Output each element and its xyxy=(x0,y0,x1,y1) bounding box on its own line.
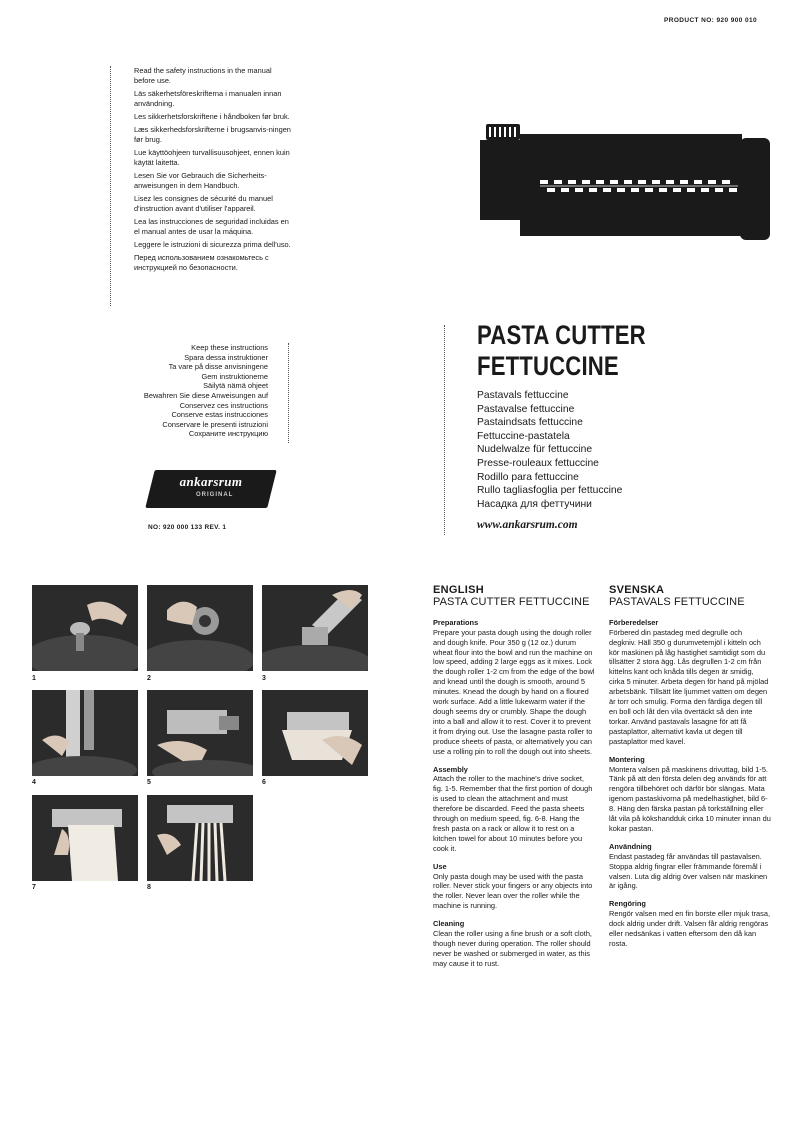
subsection-text: Prepare your pasta dough using the dough roller and dough knife. Pour 350 g (12 oz.) durum wheat flour into the bowl and run the machine on low speed, adding 2 large eggs as it mixes. Lock the dough roller 1-2 cm from the edge of the bowl and knead until the dough is smooth, around 5 minutes. Knead the dough by hand on a floured work surface. Add a little lukewarm water if the dough seems dry or crumbly. Shape the dough into a ball and allow it to rest. Cover it to prevent it from drying out. Use the lasagne pasta roller to produce sheets of pasta, or alternatively you can use a rolling pin to roll the dough out into sheets. xyxy=(433,627,595,756)
keep-line: Gem instruktionerne xyxy=(201,371,268,381)
safety-note: Läs säkerhetsföreskrifterna i manualen innan användning. xyxy=(134,89,282,108)
safety-notes xyxy=(134,66,294,276)
subsection-text: Endast pastadeg får användas till pastavalsen. Stoppa aldrig fingrar eller främmande föremål i valsen. Luta dig aldrig över valsen när maskinen är igång. xyxy=(609,851,768,891)
product-name: Rullo tagliasfoglia per fettuccine xyxy=(477,485,623,497)
safety-note: Перед использованием ознакомьтесь с инструкцией по безопасности. xyxy=(134,253,269,272)
subsection-title: Förberedelser xyxy=(609,617,659,627)
step-photo xyxy=(262,585,368,671)
keep-line: Conservare le presenti istruzioni xyxy=(162,419,268,429)
subsection-title: Cleaning xyxy=(433,919,465,929)
section-heading: SVENSKA xyxy=(609,584,665,596)
subsection-title: Use xyxy=(433,861,447,871)
english-section xyxy=(433,586,595,969)
product-name: Pastavals fettuccine xyxy=(477,390,569,401)
subsection-text: Only pasta dough may be used with the pasta roller. Never stick your fingers or any objects into the roller. Never lean over the roller while the machine is running. xyxy=(433,871,593,911)
keep-line: Conservez ces instructions xyxy=(179,400,268,410)
subsection-title: Assembly xyxy=(433,764,468,774)
safety-note: Lesen Sie vor Gebrauch die Sicherheits-anweisungen in dem Handbuch. xyxy=(134,171,267,190)
keep-line: Ta vare på disse anvisningene xyxy=(168,362,268,372)
product-name: Rodillo para fettuccine xyxy=(477,471,579,483)
subsection-title: Preparations xyxy=(433,617,479,627)
step-label: 1 xyxy=(32,675,36,682)
safety-note: Lue käyttöohjeen turvallisuusohjeet, ennen kuin käytät laitetta. xyxy=(134,148,290,167)
product-illustration xyxy=(478,118,774,248)
title-line: FETTUCCINE xyxy=(477,351,619,381)
step-photo xyxy=(32,795,138,881)
section-subheading: PASTAVALS FETTUCCINE xyxy=(609,595,745,608)
title-line: PASTA CUTTER xyxy=(477,320,646,350)
section-heading: ENGLISH xyxy=(433,584,484,596)
step-label: 2 xyxy=(147,675,151,682)
keep-divider xyxy=(288,343,289,443)
safety-divider xyxy=(110,66,111,306)
product-name: Pastavalse fettuccine xyxy=(477,403,575,415)
keep-line: Säilytä nämä ohjeet xyxy=(203,381,268,391)
step-photo xyxy=(262,690,368,776)
subsection-text: Rengör valsen med en fin borste eller mjuk trasa, dock aldrig under drift. Valsen får aldrig rengöras eller nedsänkas i vatten eftersom den då kan rosta. xyxy=(609,909,771,948)
brand-logo-subtitle: ORIGINAL xyxy=(196,492,234,498)
product-name-translations xyxy=(477,389,622,511)
document-number: NO: 920 000 133 REV. 1 xyxy=(148,524,227,531)
page-title xyxy=(477,320,646,382)
title-divider xyxy=(444,325,445,535)
step-photo xyxy=(147,585,253,671)
subsection-text: Förbered din pastadeg med degrulle och degkniv. Häll 350 g durumvetemjöl i kitteln och kör maskinen på låg hastighet samtidigt som du tillsätter 2 stora ägg. Lås degrullen 1-2 cm från kittelns kant och knåda tills degen är smidig, cirka 5 minuter. Arbeta degen för hand på mjölad arbetsbänk. Tillsätt lite ljummet vatten om degen är torr och smulig. Forma den färdiga degen till en boll och låt den vila övertäckt så den inte torkar. Använd pastavals lasagne för att få pastaplattor, alternativt kavla ut degen till pastaplattor med kavel. xyxy=(609,627,769,746)
safety-note: Lisez les consignes de sécurité du manuel d'instruction avant d'utiliser l'appareil. xyxy=(134,194,273,213)
safety-note: Leggere le istruzioni di sicurezza prima dell'uso. xyxy=(134,240,291,249)
keep-line: Сохраните инструкцию xyxy=(188,429,268,439)
safety-note: Læs sikkerhedsforskrifterne i brugsanvis-ningen før brug. xyxy=(134,125,291,144)
keep-line: Keep these instructions xyxy=(191,343,268,352)
section-subheading: PASTA CUTTER FETTUCCINE xyxy=(433,595,590,608)
keep-line: Spara dessa instruktioner xyxy=(184,352,268,362)
subsection-text: Montera valsen på maskinens drivuttag, bild 1-5. Tänk på att den första delen deg används för att rengöra tillbehöret och därför bör slängas. Mata igenom pastaskivorna på medelhastighet, bild 6-8. Häng den färska pastan på torkställning eller låt vila på kökshandduk cirka 10 minuter innan du kokar pastan. xyxy=(609,764,771,833)
product-name: Fettuccine-pastatela xyxy=(477,430,570,442)
safety-note: Lea las instrucciones de seguridad incluidas en el manual antes de usar la máquina. xyxy=(134,217,289,236)
step-label: 5 xyxy=(147,779,151,786)
swedish-section xyxy=(609,586,771,949)
subsection-text: Clean the roller using a fine brush or a soft cloth, though never during operation. The roller should never be washed or submerged in water, as this may cause it to rust. xyxy=(433,929,592,968)
product-name: Presse-rouleaux fettuccine xyxy=(477,457,599,469)
step-photo xyxy=(32,585,138,671)
safety-note: Les sikkerhetsforskriftene i håndboken før bruk. xyxy=(134,112,290,121)
brand-logo-text: ankarsrum xyxy=(179,474,243,489)
step-photo xyxy=(32,690,138,776)
step-label: 8 xyxy=(147,884,151,891)
subsection-title: Rengöring xyxy=(609,899,646,909)
product-name: Nudelwalze für fettuccine xyxy=(477,444,593,456)
product-number: PRODUCT NO: 920 900 010 xyxy=(663,17,757,24)
keep-line: Bewahren Sie diese Anweisungen auf xyxy=(143,390,268,400)
subsection-text: Attach the roller to the machine's drive socket, fig. 1-5. Remember that the first portion of dough is used to clean the attachment and must therefore be discarded. Feed the pasta sheets through on medium speed, fig. 6-8. Hang the fresh pasta on a rack or allow it to rest on a kitchen towel for about 10 minutes before you cook it. xyxy=(433,774,593,853)
step-photo xyxy=(147,690,253,776)
product-name: Pastaindsats fettuccine xyxy=(477,417,583,429)
step-photo xyxy=(147,795,253,881)
subsection-title: Användning xyxy=(609,841,652,851)
safety-note: Read the safety instructions in the manual before use. xyxy=(134,66,272,85)
product-name: Насадка для феттучини xyxy=(477,498,592,510)
step-label: 7 xyxy=(32,884,36,891)
step-label: 6 xyxy=(262,779,266,786)
keep-instructions xyxy=(110,343,268,439)
keep-line: Conserve estas instrucciones xyxy=(171,410,268,420)
website-link[interactable]: www.ankarsrum.com xyxy=(477,519,578,531)
step-label: 3 xyxy=(262,675,266,682)
step-label: 4 xyxy=(32,779,36,786)
subsection-title: Montering xyxy=(609,754,645,764)
